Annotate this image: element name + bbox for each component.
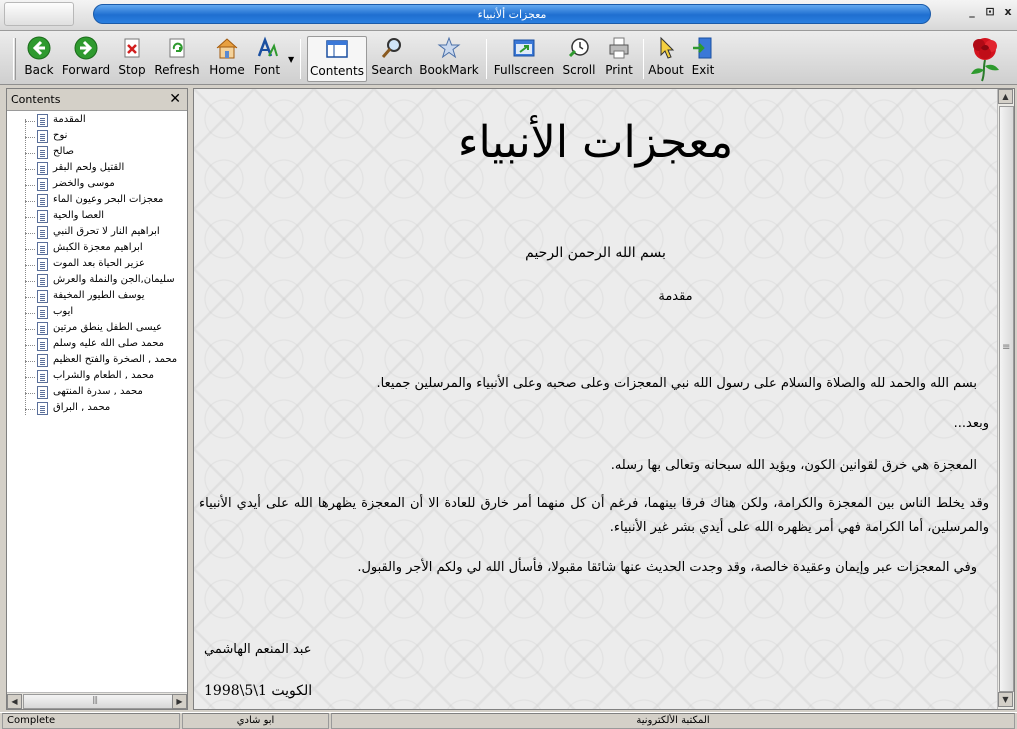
contents-label: Contents bbox=[310, 64, 364, 78]
window-controls bbox=[965, 5, 1015, 23]
tree-item[interactable] bbox=[25, 209, 187, 225]
status-bar bbox=[0, 712, 1017, 728]
document-vertical-scrollbar[interactable] bbox=[997, 89, 1014, 709]
font-label: Font bbox=[253, 63, 281, 77]
back-button[interactable] bbox=[22, 36, 56, 82]
tree-item-label: نوح bbox=[53, 130, 68, 141]
document-icon bbox=[37, 386, 48, 399]
scroll-left-icon[interactable]: ◀ bbox=[7, 694, 22, 709]
stop-label: Stop bbox=[118, 63, 146, 77]
about-label: About bbox=[648, 63, 684, 77]
paragraph-3: المعجزة هي خرق لقوانين الكون، ويؤيد الله سبحانه وتعالى بها رسله. bbox=[610, 458, 977, 473]
tree-item[interactable] bbox=[25, 385, 187, 401]
contents-pane bbox=[6, 88, 188, 710]
refresh-icon bbox=[165, 36, 189, 60]
stop-button[interactable] bbox=[117, 36, 147, 82]
paragraph-1: بسم الله والحمد لله والصلاة والسلام على رسول الله نبي المعجزات وعلى صحبه وعلى الأنبياء والمرسلين جميعا. bbox=[376, 376, 977, 391]
toolbar-separator bbox=[486, 39, 487, 79]
toolbar-grip[interactable] bbox=[13, 38, 16, 80]
minimize-button[interactable]: _ bbox=[969, 5, 975, 18]
print-button[interactable] bbox=[603, 36, 635, 82]
contents-tree bbox=[7, 113, 187, 689]
rose-logo-icon bbox=[965, 34, 1005, 82]
fullscreen-label: Fullscreen bbox=[493, 63, 555, 77]
document-icon bbox=[37, 210, 48, 223]
font-dropdown-arrow-icon[interactable]: ▼ bbox=[288, 55, 295, 64]
tree-item-label: ايوب bbox=[53, 306, 74, 317]
refresh-label: Refresh bbox=[154, 63, 200, 77]
title-bar-left-ornament bbox=[4, 2, 74, 26]
forward-arrow-icon bbox=[74, 36, 98, 60]
document-icon bbox=[37, 274, 48, 287]
tree-item-label: محمد , البراق bbox=[53, 402, 111, 413]
exit-button[interactable] bbox=[689, 36, 717, 82]
bookmark-label: BookMark bbox=[419, 63, 479, 77]
document-view bbox=[193, 88, 1015, 710]
document-icon bbox=[37, 290, 48, 303]
tree-item[interactable] bbox=[25, 193, 187, 209]
document-icon bbox=[37, 226, 48, 239]
tree-item[interactable] bbox=[25, 225, 187, 241]
document-icon bbox=[37, 162, 48, 175]
print-label: Print bbox=[605, 63, 633, 77]
forward-label: Forward bbox=[61, 63, 111, 77]
bookmark-star-icon bbox=[437, 36, 461, 60]
tree-item-label: عزير الحياة بعد الموت bbox=[53, 258, 145, 269]
tree-item[interactable] bbox=[25, 321, 187, 337]
tree-item-label: المقدمة bbox=[53, 114, 86, 125]
tree-item-label: محمد , الطعام والشراب bbox=[53, 370, 154, 381]
tree-item[interactable] bbox=[25, 337, 187, 353]
fullscreen-button[interactable] bbox=[493, 36, 555, 82]
contents-pane-header bbox=[7, 89, 187, 111]
scroll-up-icon[interactable]: ▲ bbox=[998, 89, 1013, 104]
tree-item[interactable] bbox=[25, 401, 187, 417]
status-text: Complete bbox=[2, 713, 180, 729]
printer-icon bbox=[607, 36, 631, 60]
tree-item[interactable] bbox=[25, 113, 187, 129]
about-button[interactable] bbox=[648, 36, 684, 82]
tree-item[interactable] bbox=[25, 257, 187, 273]
document-icon bbox=[37, 194, 48, 207]
restore-button[interactable]: ⊡ bbox=[985, 5, 995, 18]
tree-item-label: معجزات البحر وعيون الماء bbox=[53, 194, 164, 205]
document-icon bbox=[37, 402, 48, 415]
tree-item-label: القتيل ولحم البقر bbox=[53, 162, 125, 173]
forward-button[interactable] bbox=[62, 36, 110, 82]
tree-item-label: يوسف الطيور المخيفة bbox=[53, 290, 145, 301]
title-pill bbox=[93, 4, 931, 24]
document-content bbox=[194, 89, 997, 709]
contents-icon bbox=[325, 37, 349, 61]
stop-icon bbox=[120, 36, 144, 60]
basmala: بسم الله الرحمن الرحيم bbox=[525, 245, 666, 261]
tree-item-label: سليمان,الجن والنملة والعرش bbox=[53, 274, 175, 285]
search-button[interactable] bbox=[371, 36, 413, 82]
home-label: Home bbox=[209, 63, 245, 77]
tree-item-label: عيسى الطفل ينطق مرتين bbox=[53, 322, 163, 333]
paragraph-2: وبعد... bbox=[953, 416, 989, 431]
back-arrow-icon bbox=[27, 36, 51, 60]
tree-item[interactable] bbox=[25, 369, 187, 385]
tree-item[interactable] bbox=[25, 177, 187, 193]
tree-item-label: العصا والحية bbox=[53, 210, 105, 221]
document-icon bbox=[37, 258, 48, 271]
bookmark-button[interactable] bbox=[420, 36, 478, 82]
exit-door-icon bbox=[691, 36, 715, 60]
home-icon bbox=[215, 36, 239, 60]
contents-pane-title: Contents bbox=[11, 93, 61, 106]
scroll-label: Scroll bbox=[562, 63, 596, 77]
tree-item-label: موسى والخضر bbox=[53, 178, 115, 189]
document-icon bbox=[37, 306, 48, 319]
author-signature: عبد المنعم الهاشمي bbox=[204, 642, 312, 657]
tree-item-label: ابراهيم معجزة الكبش bbox=[53, 242, 143, 253]
document-icon bbox=[37, 130, 48, 143]
place-date: الكويت 1\5\1998 bbox=[204, 683, 313, 699]
tree-item-label: محمد , الصخرة والفتح العظيم bbox=[53, 354, 178, 365]
font-button[interactable] bbox=[253, 36, 281, 82]
search-label: Search bbox=[371, 63, 413, 77]
tree-item[interactable] bbox=[25, 289, 187, 305]
scroll-down-icon[interactable]: ▼ bbox=[998, 692, 1013, 707]
tree-item-label: محمد , سدرة المنتهى bbox=[53, 386, 143, 397]
document-icon bbox=[37, 178, 48, 191]
tree-item[interactable] bbox=[25, 305, 187, 321]
tree-item[interactable] bbox=[25, 353, 187, 369]
contents-horizontal-scrollbar[interactable] bbox=[7, 692, 187, 709]
contents-button[interactable] bbox=[307, 36, 367, 82]
font-icon bbox=[255, 36, 279, 60]
scroll-clock-icon bbox=[567, 36, 591, 60]
exit-label: Exit bbox=[691, 63, 715, 77]
window-title: معجزات ألأنبياء bbox=[477, 8, 547, 21]
document-icon bbox=[37, 114, 48, 127]
title-bar bbox=[0, 0, 1017, 31]
close-icon[interactable]: ✕ bbox=[169, 91, 181, 107]
scroll-button[interactable] bbox=[561, 36, 597, 82]
fullscreen-icon bbox=[512, 36, 536, 60]
toolbar-separator bbox=[300, 39, 301, 79]
intro-heading: مقدمة bbox=[658, 289, 693, 304]
scroll-right-icon[interactable]: ▶ bbox=[172, 694, 187, 709]
document-icon bbox=[37, 242, 48, 255]
horizontal-scroll-thumb[interactable] bbox=[23, 694, 173, 709]
document-icon bbox=[37, 322, 48, 335]
tree-item[interactable] bbox=[25, 273, 187, 289]
paragraph-5: وفي المعجزات عبر وإيمان وعقيدة خالصة، وقد وجدت الحديث عنها شائقا مقبولا، فأسأل الله لي ولكم الأجر والقبول. bbox=[357, 560, 977, 575]
about-pointer-icon bbox=[654, 36, 678, 60]
document-icon bbox=[37, 338, 48, 351]
back-label: Back bbox=[24, 63, 54, 77]
document-icon bbox=[37, 370, 48, 383]
tree-item[interactable] bbox=[25, 129, 187, 145]
document-icon bbox=[37, 354, 48, 367]
vertical-scroll-thumb[interactable] bbox=[999, 106, 1014, 692]
home-button[interactable] bbox=[208, 36, 246, 82]
tree-item-label: محمد صلى الله عليه وسلم bbox=[53, 338, 165, 349]
tree-item[interactable] bbox=[25, 145, 187, 161]
toolbar-separator bbox=[643, 39, 644, 79]
tree-item[interactable] bbox=[25, 161, 187, 177]
paragraph-4: وقد يخلط الناس بين المعجزة والكرامة، ولكن هناك فرقا بينهما، فرغم أن كل منهما أمر خارق للعادة الا أن المعجزة يظهرها الله على أيدي الأنبياء والمرسلين، أما الكرامة فهي أمر يظهره الله على أيدي بشر غير الأنبياء. bbox=[199, 496, 989, 535]
tree-item-label: ابراهيم النار لا تحرق النبي bbox=[53, 226, 160, 237]
status-author: ابو شادي bbox=[182, 713, 329, 729]
tree-item[interactable] bbox=[25, 241, 187, 257]
status-library: المكتبة الألكترونية bbox=[331, 713, 1015, 729]
tree-item-label: صالح bbox=[53, 146, 75, 157]
document-icon bbox=[37, 146, 48, 159]
document-title: معجزات الأنبياء bbox=[457, 117, 734, 168]
toolbar bbox=[0, 31, 1017, 85]
search-icon bbox=[380, 36, 404, 60]
refresh-button[interactable] bbox=[154, 36, 200, 82]
close-button[interactable]: x bbox=[1004, 5, 1012, 18]
